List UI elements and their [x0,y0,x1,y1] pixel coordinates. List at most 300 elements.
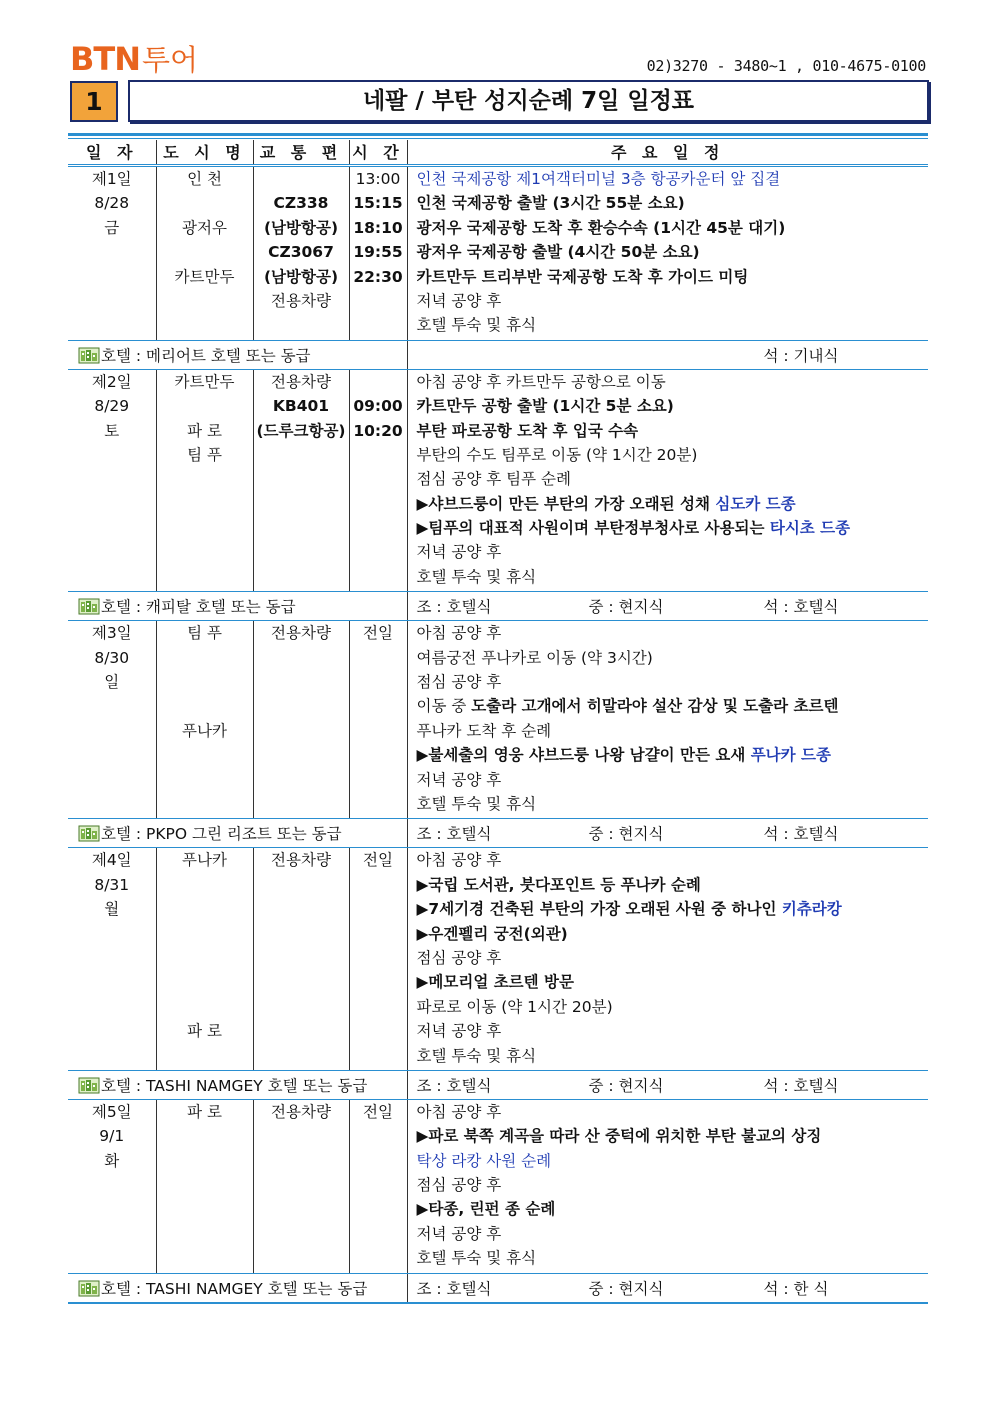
schedule-line [408,265,929,289]
schedule-line [408,897,929,921]
transport-cell-line: (드루크항공) [256,421,346,440]
meal-dinner: 석 : 호텔식 [763,1076,839,1095]
city-cell-line: 푸나카 [182,851,227,870]
transport-cell-line [254,492,349,516]
transport-cell-line: 전용차량 [271,624,331,643]
schedule-text: 푸나카 도착 후 순례 [416,721,552,740]
schedule-line [408,1197,929,1221]
schedule-line [408,621,929,645]
transport-cell-line: (남방항공) [263,218,339,237]
transport-cell-line [254,768,349,792]
schedule-line [408,719,929,743]
city-cell-line [157,743,253,767]
city-cell-line: 광저우 [182,218,227,237]
date-cell-line: 제3일 [91,624,132,643]
meal-breakfast: 조 : 호텔식 [416,1076,492,1095]
date-cell-line [68,970,156,994]
date-cell-line [68,467,156,491]
time-cell [349,621,407,819]
meals-cell [407,819,928,848]
schedule-text: 광저우 국제공항 출발 (4시간 50분 소요) [416,243,700,262]
page-number-badge: 1 [70,81,118,122]
city-cell-line [157,946,253,970]
city-cell-line [157,516,253,540]
date-cell-line [68,240,156,264]
top-rule [68,133,928,136]
date-cell-line [68,792,156,816]
date-cell-line: 일 [104,673,120,692]
time-cell-line [350,1044,407,1068]
time-cell-line [350,1149,407,1173]
date-cell-line [68,1044,156,1068]
time-cell-line [350,873,407,897]
transport-cell [253,848,349,1071]
col-header-schedule: 주 요 일 정 [407,140,928,166]
schedule-highlight: 탁상 라캉 사원 순례 [416,1151,552,1170]
time-cell-line [350,995,407,1019]
transport-cell-line: CZ338 [273,194,329,213]
date-cell-line [68,1173,156,1197]
schedule-line [408,1100,929,1124]
transport-cell-line [254,1173,349,1197]
table-header-row [68,140,928,166]
schedule-text: 카트만두 트리부반 국제공항 도착 후 가이드 미팅 [416,267,749,286]
meal-lunch: 중 : 현지식 [588,1076,664,1095]
schedule-line [408,240,929,264]
schedule-text: 호텔 투숙 및 휴식 [416,567,537,586]
date-cell-line [68,694,156,718]
date-cell-line: 토 [104,421,120,440]
schedule-line [408,792,929,816]
schedule-text: ▶타종, 린펀 종 순례 [416,1200,556,1219]
time-cell-line: 09:00 [353,397,403,416]
date-cell-line [68,540,156,564]
date-cell-line: 월 [104,900,120,919]
time-cell-line [350,792,407,816]
schedule-highlight: 심도카 드종 [715,494,796,513]
schedule-line [408,768,929,792]
hotel-cell [68,1273,407,1303]
schedule-text: ▶불세출의 영웅 샤브드룽 나왕 남걀이 만든 요새 [416,746,751,765]
time-cell-line: 19:55 [353,243,403,262]
time-cell-line [350,897,407,921]
hotel-name: 호텔 : 메리어트 호텔 또는 동급 [101,346,311,365]
time-cell-line [350,467,407,491]
hotel-icon [78,1280,100,1297]
hotel-icon [78,825,100,842]
date-cell-line [68,743,156,767]
transport-cell-line [254,467,349,491]
city-cell-line [157,240,253,264]
date-cell-line: 9/1 [99,1127,125,1146]
transport-cell-line [254,565,349,589]
date-cell-line: 금 [104,218,120,237]
transport-cell-line [254,1222,349,1246]
date-cell-line: 8/31 [94,875,130,894]
time-cell-line [350,1222,407,1246]
transport-cell-line [254,646,349,670]
transport-cell-line [254,1246,349,1270]
transport-cell [253,621,349,819]
time-cell-line [350,313,407,337]
meal-lunch: 중 : 현지식 [588,825,664,844]
date-cell [68,369,156,592]
schedule-highlight: 타시초 드종 [769,519,851,538]
schedule-text: 여름궁전 푸나카로 이동 (약 3시간) [416,648,653,667]
time-cell-line [350,670,407,694]
schedule-text: ▶샤브드룽이 만든 부탄의 가장 오래된 성채 [416,494,716,513]
date-cell-line [68,492,156,516]
time-cell-line [350,743,407,767]
city-cell-line: 파 로 [187,421,222,440]
time-cell-line [350,540,407,564]
schedule-cell [407,369,928,592]
city-cell-line [157,1173,253,1197]
transport-cell-line [254,443,349,467]
date-cell-line: 제4일 [91,851,132,870]
schedule-line [408,873,929,897]
time-cell-line: 15:15 [353,194,403,213]
schedule-line [408,922,929,946]
schedule-text: 이동 중 [416,697,472,716]
day-row [68,369,928,592]
city-cell-line: 푸나카 [182,721,227,740]
date-cell-line: 8/28 [94,194,130,213]
time-cell [349,1099,407,1273]
time-cell-line [350,970,407,994]
city-cell-line [157,313,253,337]
transport-cell-line: KB401 [272,397,330,416]
schedule-line [408,289,929,313]
city-cell-line [157,1149,253,1173]
schedule-text: 저녁 공양 후 [416,1224,502,1243]
schedule-line [408,946,929,970]
date-cell-line: 제5일 [91,1102,132,1121]
schedule-line [408,1222,929,1246]
city-cell-line [157,970,253,994]
schedule-line [408,370,929,394]
date-cell-line [68,565,156,589]
schedule-line [408,167,929,191]
hotel-icon [78,347,100,364]
schedule-text: 저녁 공양 후 [416,1022,502,1041]
city-cell-line [157,191,253,215]
city-cell [156,621,253,819]
transport-cell-line [254,970,349,994]
city-cell-line [157,1197,253,1221]
date-cell [68,166,156,341]
schedule-cell [407,166,928,341]
city-cell [156,166,253,341]
transport-cell-line [254,1019,349,1043]
date-cell-line [68,1246,156,1270]
city-cell-line [157,1222,253,1246]
schedule-cell [407,848,928,1071]
city-cell-line [157,670,253,694]
transport-cell-line [254,1124,349,1148]
date-cell-line: 8/30 [94,648,130,667]
date-cell-line: 화 [104,1151,120,1170]
meal-dinner: 석 : 한 식 [763,1279,829,1298]
schedule-text: 호텔 투숙 및 휴식 [416,794,537,813]
city-cell-line [157,922,253,946]
transport-cell-line: 전용차량 [271,291,331,310]
schedule-text: 부탄의 수도 팀푸로 이동 (약 1시간 20분) [416,445,698,464]
transport-cell-line: 전용차량 [271,372,331,391]
day-row [68,621,928,819]
city-cell-line [157,897,253,921]
time-cell-line [350,922,407,946]
schedule-text: 부탄 파로공항 도착 후 입국 수속 [416,421,639,440]
date-cell-line [68,265,156,289]
date-cell-line [68,289,156,313]
city-cell-line: 카트만두 [174,267,235,286]
hotel-row [68,592,928,621]
transport-cell-line [254,167,349,191]
hotel-name: 호텔 : TASHI NAMGEY 호텔 또는 동급 [101,1279,368,1298]
city-cell-line [157,768,253,792]
schedule-line [408,670,929,694]
schedule-text: 파로로 이동 (약 1시간 20분) [416,997,613,1016]
col-header-transport: 교 통 편 [253,140,349,166]
date-cell-line: 8/29 [94,397,130,416]
schedule-line [408,313,929,337]
transport-cell-line [254,694,349,718]
schedule-highlight: 키츄라캉 [781,900,842,919]
date-cell-line [68,1019,156,1043]
city-cell [156,369,253,592]
time-cell-line [350,768,407,792]
day-row [68,1099,928,1273]
transport-cell-line [254,946,349,970]
schedule-line [408,646,929,670]
schedule-text: ▶팀푸의 대표적 사원이며 부탄정부청사로 사용되는 [416,519,770,538]
city-cell-line [157,646,253,670]
hotel-row [68,1273,928,1303]
time-cell-line [350,370,407,394]
city-cell-line: 파 로 [187,1022,222,1041]
schedule-text: ▶7세기경 건축된 부탄의 가장 오래된 사원 중 하나인 [416,900,782,919]
schedule-line [408,394,929,418]
schedule-line [408,492,929,516]
hotel-name: 호텔 : PKPO 그린 리조트 또는 동급 [101,825,342,844]
meal-lunch: 중 : 현지식 [588,1279,664,1298]
time-cell [349,166,407,341]
city-cell-line [157,492,253,516]
schedule-line [408,1173,929,1197]
schedule-text: 점심 공양 후 [416,673,502,692]
schedule-line [408,1124,929,1148]
transport-cell-line [254,719,349,743]
meals-cell [407,592,928,621]
city-cell-line: 파 로 [187,1102,222,1121]
schedule-line [408,516,929,540]
time-cell-line [350,694,407,718]
schedule-text: 점심 공양 후 [416,1176,502,1195]
transport-cell-line [254,792,349,816]
date-cell-line [68,768,156,792]
schedule-line [408,694,929,718]
city-cell-line [157,289,253,313]
logo-tour-text: 투어 [142,43,199,77]
time-cell-line [350,443,407,467]
schedule-text: ▶메모리얼 초르텐 방문 [416,973,574,992]
transport-cell-line [254,897,349,921]
transport-cell [253,369,349,592]
city-cell-line [157,792,253,816]
hotel-cell [68,340,407,369]
schedule-text: 저녁 공양 후 [416,770,502,789]
city-cell-line [157,540,253,564]
transport-cell-line [254,313,349,337]
transport-cell-line [254,516,349,540]
hotel-name: 호텔 : TASHI NAMGEY 호텔 또는 동급 [101,1076,368,1095]
schedule-cell [407,621,928,819]
date-cell-line [68,946,156,970]
date-cell-line [68,719,156,743]
page-title: 네팔 / 부탄 성지순례 7일 일정표 [128,80,929,122]
city-cell-line [157,565,253,589]
date-cell-line [68,443,156,467]
city-cell-line [157,1044,253,1068]
schedule-line [408,848,929,872]
meal-dinner: 석 : 기내식 [763,346,839,365]
schedule-text: ▶국립 도서관, 붓다포인트 등 푸나카 순례 [416,875,701,894]
schedule-text: 아침 공양 후 [416,1102,502,1121]
transport-cell-line: CZ3067 [268,243,334,262]
meal-breakfast: 조 : 호텔식 [416,825,492,844]
time-cell-line: 10:20 [353,421,403,440]
meal-dinner: 석 : 호텔식 [763,825,839,844]
hotel-row [68,340,928,369]
schedule-line [408,1044,929,1068]
time-cell-line [350,646,407,670]
logo-btn-text: BTN [70,40,140,78]
hotel-row [68,1070,928,1099]
schedule-text: ▶우겐펠리 궁전(외관) [416,924,568,943]
hotel-cell [68,1070,407,1099]
time-cell-line: 전일 [363,1102,393,1121]
date-cell [68,848,156,1071]
schedule-line [408,467,929,491]
hotel-cell [68,592,407,621]
col-header-time: 시 간 [349,140,407,166]
city-cell-line [157,1246,253,1270]
schedule-line [408,419,929,443]
schedule-text: 호텔 투숙 및 휴식 [416,1249,537,1268]
schedule-line [408,1149,929,1173]
time-cell-line [350,492,407,516]
schedule-text: 광저우 국제공항 도착 후 환승수속 (1시간 45분 대기) [416,218,786,237]
schedule-text: 아침 공양 후 [416,851,502,870]
transport-cell-line [254,743,349,767]
hotel-icon [78,1077,100,1094]
time-cell-line [350,1197,407,1221]
city-cell-line: 카트만두 [174,372,235,391]
date-cell-line [68,1197,156,1221]
city-cell-line [157,394,253,418]
time-cell-line [350,516,407,540]
time-cell-line: 전일 [363,851,393,870]
contact-phone: 02)3270 - 3480~1 , 010-4675-0100 [646,57,926,75]
schedule-text: 인천 국제공항 제1여객터미널 3층 항공카운터 앞 집결 [416,170,781,188]
time-cell-line [350,1246,407,1270]
date-cell [68,621,156,819]
city-cell-line [157,694,253,718]
meals-cell [407,1070,928,1099]
schedule-line [408,743,929,767]
schedule-highlight: 푸나카 드종 [750,746,831,765]
col-header-city: 도 시 명 [156,140,253,166]
date-cell-line [68,995,156,1019]
meal-breakfast: 조 : 호텔식 [416,598,492,617]
city-cell-line [157,467,253,491]
time-cell [349,369,407,592]
transport-cell-line: (남방항공) [263,267,339,286]
time-cell-line [350,565,407,589]
schedule-text: 아침 공양 후 [416,624,502,643]
time-cell-line [350,719,407,743]
time-cell-line: 13:00 [355,170,401,188]
date-cell-line [68,516,156,540]
time-cell-line: 18:10 [353,218,403,237]
schedule-text: ▶파로 북쪽 계곡을 따라 산 중턱에 위치한 부탄 불교의 상징 [416,1127,822,1146]
schedule-text: 호텔 투숙 및 휴식 [416,316,537,335]
city-cell-line [157,1124,253,1148]
schedule-text: 점심 공양 후 팀푸 순례 [416,470,571,489]
city-cell-line: 팀 푸 [187,445,222,464]
transport-cell [253,166,349,341]
schedule-line [408,540,929,564]
schedule-line [408,995,929,1019]
city-cell-line: 인 천 [187,170,222,188]
schedule-line [408,1246,929,1270]
schedule-text: 인천 국제공항 출발 (3시간 55분 소요) [416,194,685,213]
hotel-name: 호텔 : 캐피탈 호텔 또는 동급 [101,598,296,617]
transport-cell-line: 전용차량 [271,1102,331,1121]
schedule-line [408,191,929,215]
top-rule-thin [68,138,928,139]
transport-cell [253,1099,349,1273]
time-cell-line [350,946,407,970]
hotel-icon [78,598,100,615]
transport-cell-line [254,995,349,1019]
city-cell [156,1099,253,1273]
schedule-line [408,216,929,240]
schedule-text: 아침 공양 후 카트만두 공항으로 이동 [416,372,666,391]
date-cell-line [68,313,156,337]
date-cell [68,1099,156,1273]
schedule-text: 점심 공양 후 [416,948,502,967]
time-cell-line: 전일 [363,624,393,643]
hotel-row [68,819,928,848]
transport-cell-line [254,1197,349,1221]
time-cell-line [350,1173,407,1197]
transport-cell-line [254,873,349,897]
schedule-cell [407,1099,928,1273]
hotel-cell [68,819,407,848]
time-cell-line [350,1019,407,1043]
day-row [68,166,928,341]
meal-breakfast: 조 : 호텔식 [416,1279,492,1298]
transport-cell-line [254,1149,349,1173]
schedule-text: 저녁 공양 후 [416,291,502,310]
itinerary-body [68,140,928,1303]
schedule-line [408,443,929,467]
city-cell-line [157,873,253,897]
date-cell-line: 제1일 [91,170,132,188]
schedule-text: 저녁 공양 후 [416,543,502,562]
